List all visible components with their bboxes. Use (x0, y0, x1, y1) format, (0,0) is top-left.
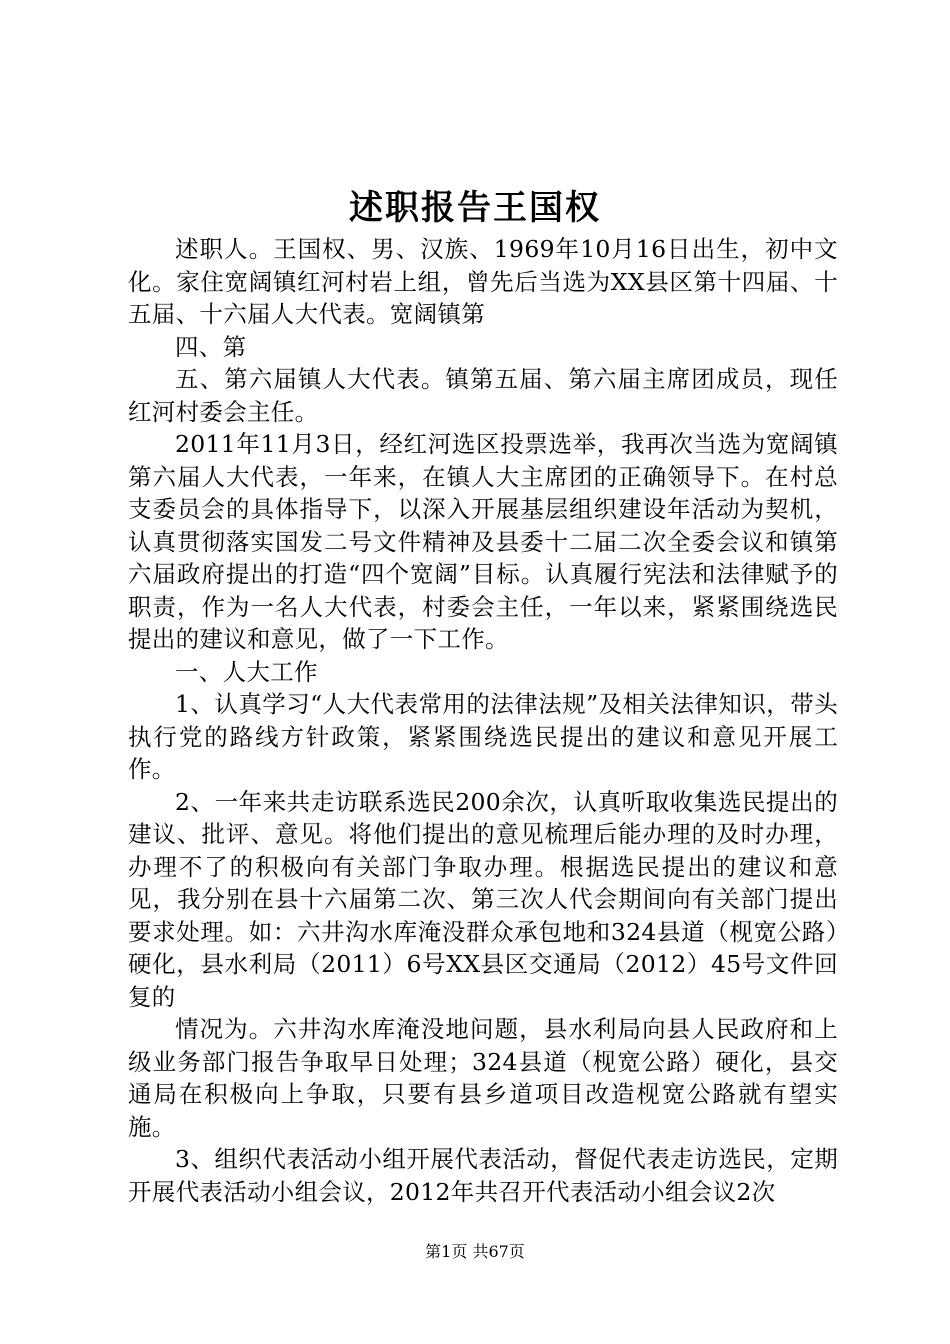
paragraph: 述职人。王国权、男、汉族、1969年10月16日出生，初中文化。家住宽阔镇红河村岩上组，曾先后当选为XX县区第十四届、十五届、十六届人大代表。宽阔镇第 (128, 235, 838, 328)
page-number: 第1页 共67页 (425, 1242, 525, 1261)
section-heading: 一、人大工作 (175, 657, 318, 686)
document-body (128, 233, 838, 1208)
paragraph: 3、组织代表活动小组开展代表活动，督促代表走访选民，定期开展代表活动小组会议，2012年共召开代表活动小组会议2次 (128, 1145, 838, 1206)
paragraph: 四、第 (175, 332, 247, 361)
document-title: 述职报告王国权 (349, 188, 601, 228)
paragraph: 2011年11月3日，经红河选区投票选举，我再次当选为宽阔镇第六届人大代表，一年来，在镇人大主席团的正确领导下。在村总支委员会的具体指导下，以深入开展基层组织建设年活动为契机，认真贯彻落实国发二号文件精神及县委十二届二次全委会议和镇第六届政府提出的打造“四个宽阔”目标。认真履行宪法和法律赋予的职责，作为一名人大代表，村委会主任，一年以来，紧紧围绕选民提出的建议和意见，做了一下工作。 (128, 430, 838, 653)
paragraph: 情况为。六井沟水库淹没地问题，县水利局向县人民政府和上级业务部门报告争取早日处理；324县道（枧宽公路）硬化，县交通局在积极向上争取，只要有县乡道项目改造枧宽公路就有望实施。 (128, 1015, 838, 1141)
paragraph: 五、第六届镇人大代表。镇第五届、第六届主席团成员，现任红河村委会主任。 (128, 365, 838, 426)
paragraph: 2、一年来共走访联系选民200余次，认真听取收集选民提出的建议、批评、意见。将他们提出的意见梳理后能办理的及时办理，办理不了的积极向有关部门争取办理。根据选民提出的建议和意见，我分别在县十六届第二次、第三次人代会期间向有关部门提出要求处理。如：六井沟水库淹没群众承包地和324县道（枧宽公路）硬化，县水利局（2011）6号XX县区交通局（2012）45号文件回复的 (128, 787, 838, 1011)
paragraph: 1、认真学习“人大代表常用的法律法规”及相关法律知识，带头执行党的路线方针政策，紧紧围绕选民提出的建议和意见开展工作。 (128, 690, 838, 783)
